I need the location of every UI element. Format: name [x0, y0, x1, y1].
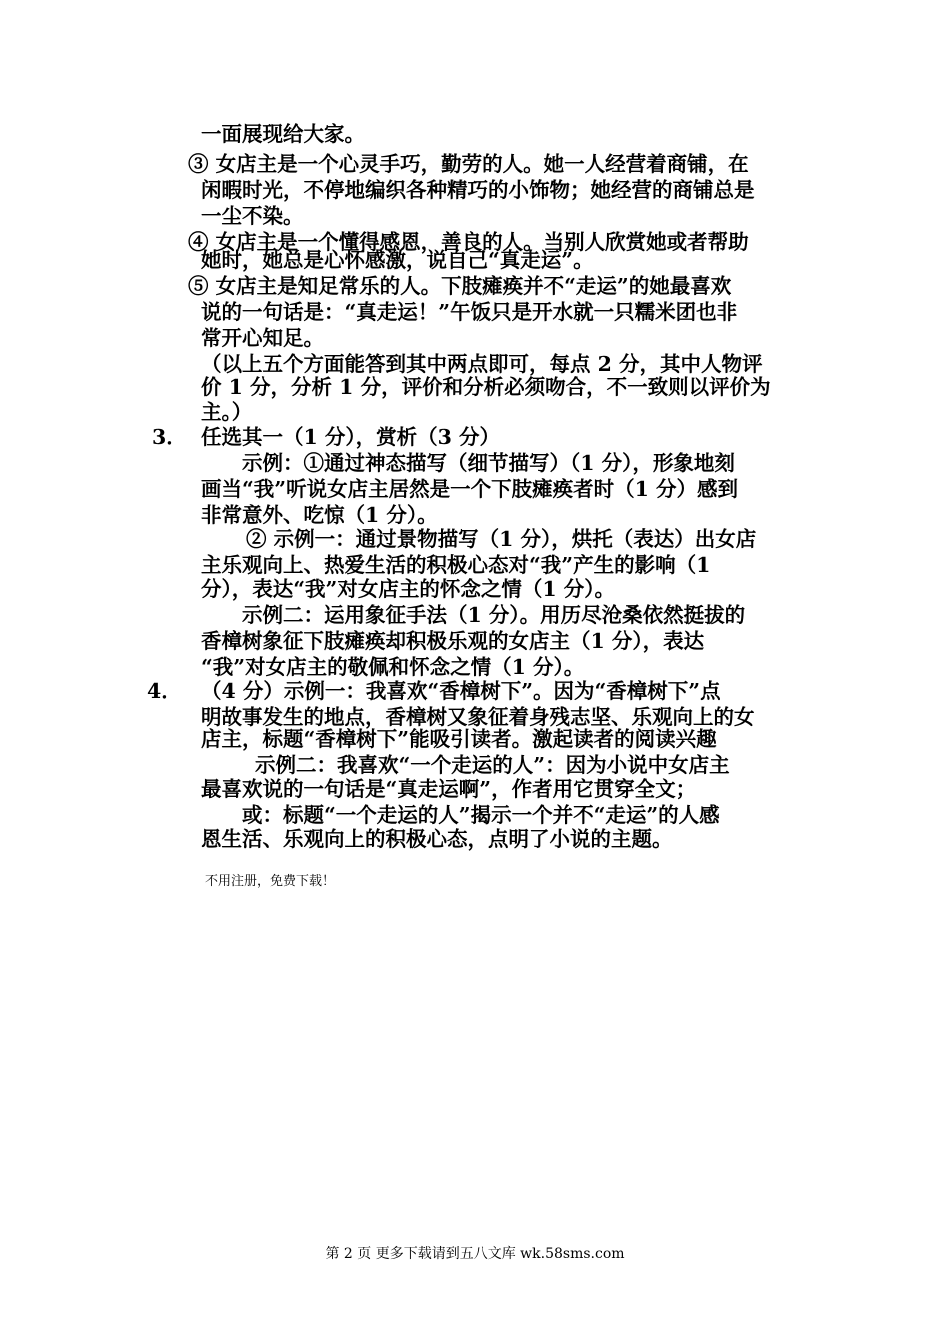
answer-line: 最喜欢说的一句话是“真走运啊”，作者用它贯穿全文； [201, 777, 697, 801]
answer-line: （4 分）示例一：我喜欢“香樟树下”。因为“香樟树下”点 [201, 679, 721, 703]
answer-line: 示例二：运用象征手法（1 分）。用历尽沧桑依然挺拔的 [242, 603, 746, 627]
answer-line: ② 示例一：通过景物描写（1 分），烘托（表达）出女店 [246, 527, 757, 551]
answer-line: 价 1 分，分析 1 分，评价和分析必须吻合，不一致则以评价为 [201, 375, 771, 399]
answer-line: ⑤ 女店主是知足常乐的人。下肢瘫痪并不“走运”的她最喜欢 [188, 274, 732, 298]
answer-line: “我”对女店主的敬佩和怀念之情（1 分）。 [201, 655, 585, 679]
answer-line: 常开心知足。 [201, 326, 324, 350]
answer-line: 一面展现给大家。 [201, 122, 365, 146]
question-number: 4． [147, 679, 182, 703]
answer-line: 主乐观向上、热爱生活的积极心态对“我”产生的影响（1 [201, 553, 711, 577]
answer-line: 示例二：我喜欢“一个走运的人”：因为小说中女店主 [255, 753, 730, 777]
answer-line: 画当“我”听说女店主居然是一个下肢瘫痪者时（1 分）感到 [201, 477, 738, 501]
answer-line: 恩生活、乐观向上的积极心态，点明了小说的主题。 [201, 827, 673, 851]
answer-line: 她时，她总是心怀感激，说自己“真走运”。 [201, 248, 594, 272]
answer-line: 说的一句话是：“真走运！”午饭只是开水就一只糯米团也非 [201, 300, 738, 324]
answer-line: 主。） [201, 400, 253, 424]
answer-line: 分），表达“我”对女店主的怀念之情（1 分）。 [201, 577, 615, 601]
download-note: 不用注册，免费下载！ [205, 874, 336, 889]
answer-line: 明故事发生的地点，香樟树又象征着身残志坚、乐观向上的女 [201, 705, 755, 729]
answer-line: 示例：①通过神态描写（细节描写）（1 分），形象地刻 [242, 451, 735, 475]
answer-line: （以上五个方面能答到其中两点即可，每点 2 分，其中人物评 [201, 352, 763, 376]
answer-line: ④ 女店主是一个懂得感恩，善良的人。当别人欣赏她或者帮助 [188, 230, 749, 254]
answer-line: ③ 女店主是一个心灵手巧，勤劳的人。她一人经营着商铺，在 [188, 152, 749, 176]
page-footer: 第 2 页 更多下载请到五八文库 wk.58sms.com [325, 1246, 625, 1262]
answer-line: 非常意外、吃惊（1 分）。 [201, 503, 438, 527]
answer-line: 店主，标题“香樟树下”能吸引读者。激起读者的阅读兴趣 [201, 727, 717, 751]
answer-line: 或：标题“一个走运的人”揭示一个并不“走运”的人感 [242, 803, 720, 827]
answer-line: 香樟树象征下肢瘫痪却积极乐观的女店主（1 分），表达 [201, 629, 705, 653]
question-number: 3． [152, 425, 187, 449]
answer-line: 任选其一（1 分），赏析（3 分） [201, 425, 501, 449]
answer-line: 一尘不染。 [201, 204, 304, 228]
answer-line: 闲暇时光，不停地编织各种精巧的小饰物；她经营的商铺总是 [201, 178, 755, 202]
